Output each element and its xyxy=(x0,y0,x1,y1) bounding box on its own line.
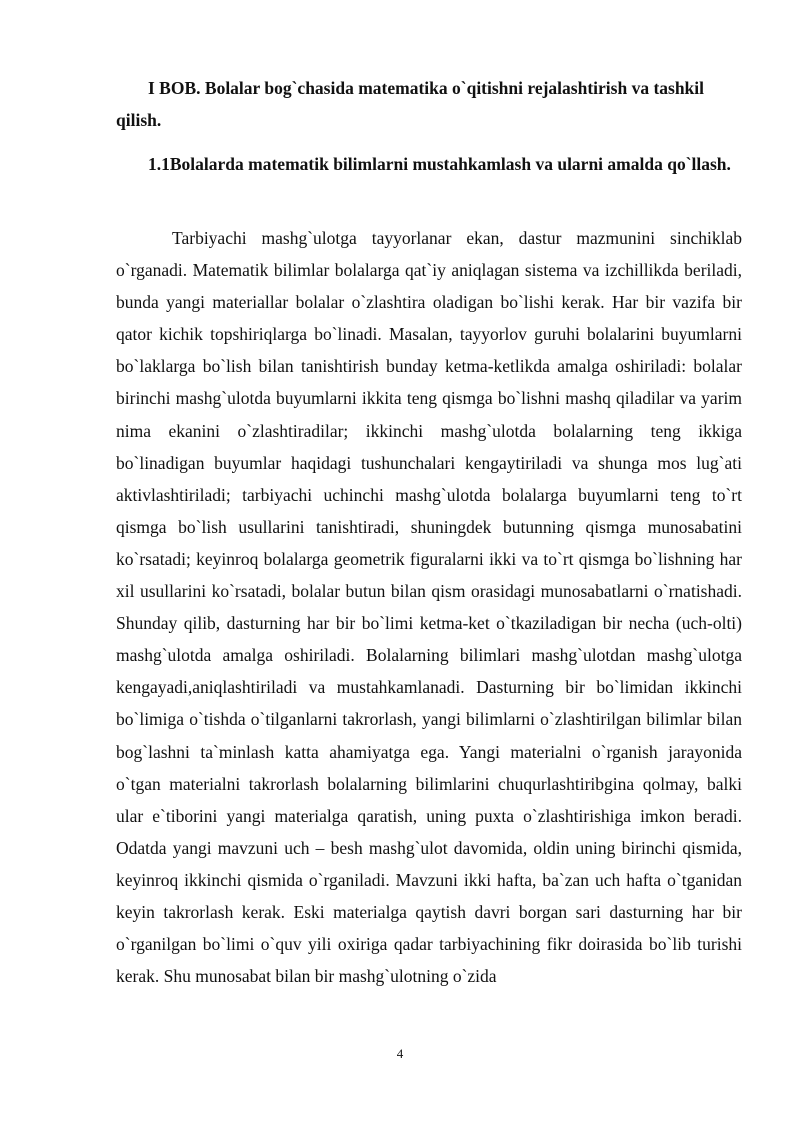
chapter-title: I BOB. Bolalar bog`chasida matematika o`qitishni rejalashtirish va tashkil qilish. xyxy=(116,78,705,130)
section-title: 1.1Bolalarda matematik bilimlarni mustahkamlash va ularni amalda qo`llash. xyxy=(148,154,731,174)
body-paragraph: Tarbiyachi mashg`ulotga tayyorlanar ekan, dastur mazmunini sinchiklab o`rganadi. Matematik bilimlar bolalarga qat`iy aniqlagan sistema va izchillikda beriladi, bunda yangi materiallar bolalar o`zlashtira oladigan bo`lishi kerak. Har bir vazifa bir qator kichik topshiriqlarga bo`linadi. Masalan, tayyorlov guruhi bolalarini buyumlarni bo`laklarga bo`lish bilan tanishtirish bunday ketma-ketlikda amalga oshiriladi: bolalar birinchi mashg`ulotda buyumlarni ikkita teng qismga bo`lishni mashq qiladilar va yarim nima ekanini o`zlashtiradilar; ikkinchi mashg`ulotda bolalarning teng ikkiga bo`linadigan buyumlar haqidagi tushunchalari kengaytiriladi va shunga mos lug`ati aktivlashtiriladi; tarbiyachi uchinchi mashg`ulotda bolalarga buyumlarni teng to`rt qismga bo`lish usullarini tanishtiradi, shuningdek butunning qismga munosabatini ko`rsatadi; keyinroq bolalarga geometrik figuralarni ikki va to`rt qismga bo`lishning har xil usullarini ko`rsatadi, bolalar butun bilan qism orasidagi munosabatlarni o`rnatishadi. Shunday qilib, dasturning har bir bo`limi ketma-ket o`tkaziladigan bir necha (uch-olti) mashg`ulotda amalga oshiriladi. Bolalarning bilimlari mashg`ulotdan mashg`ulotga kengayadi,aniqlashtiriladi va mustahkamlanadi. Dasturning bir bo`limidan ikkinchi bo`limiga o`tishda o`tilganlarni takrorlash, yangi bilimlarni o`zlashtirilgan bilimlar bilan bog`lashni ta`minlash katta ahamiyatga ega. Yangi materialni o`rganish jarayonida o`tgan materialni takrorlash bolalarning bilimlarini chuqurlashtiribgina qolmay, balki ular e`tiborini yangi materialga qaratish, uning puxta o`zlashtirishiga imkon beradi. Odatda yangi mavzuni uch – besh mashg`ulot davomida, oldin uning birinchi qismida, keyinroq ikkinchi qismida o`rganiladi. Mavzuni ikki hafta, ba`zan uch hafta o`tganidan keyin takrorlash kerak. Eski materialga qaytish davri borgan sari dasturning har bir o`rganilgan bo`limi o`quv yili oxiriga qadar tarbiyachining fikr doirasida bo`lib turishi kerak. Shu munosabat bilan bir mashg`ulotning o`zida xyxy=(116,228,742,987)
page-number: 4 xyxy=(396,1046,404,1061)
